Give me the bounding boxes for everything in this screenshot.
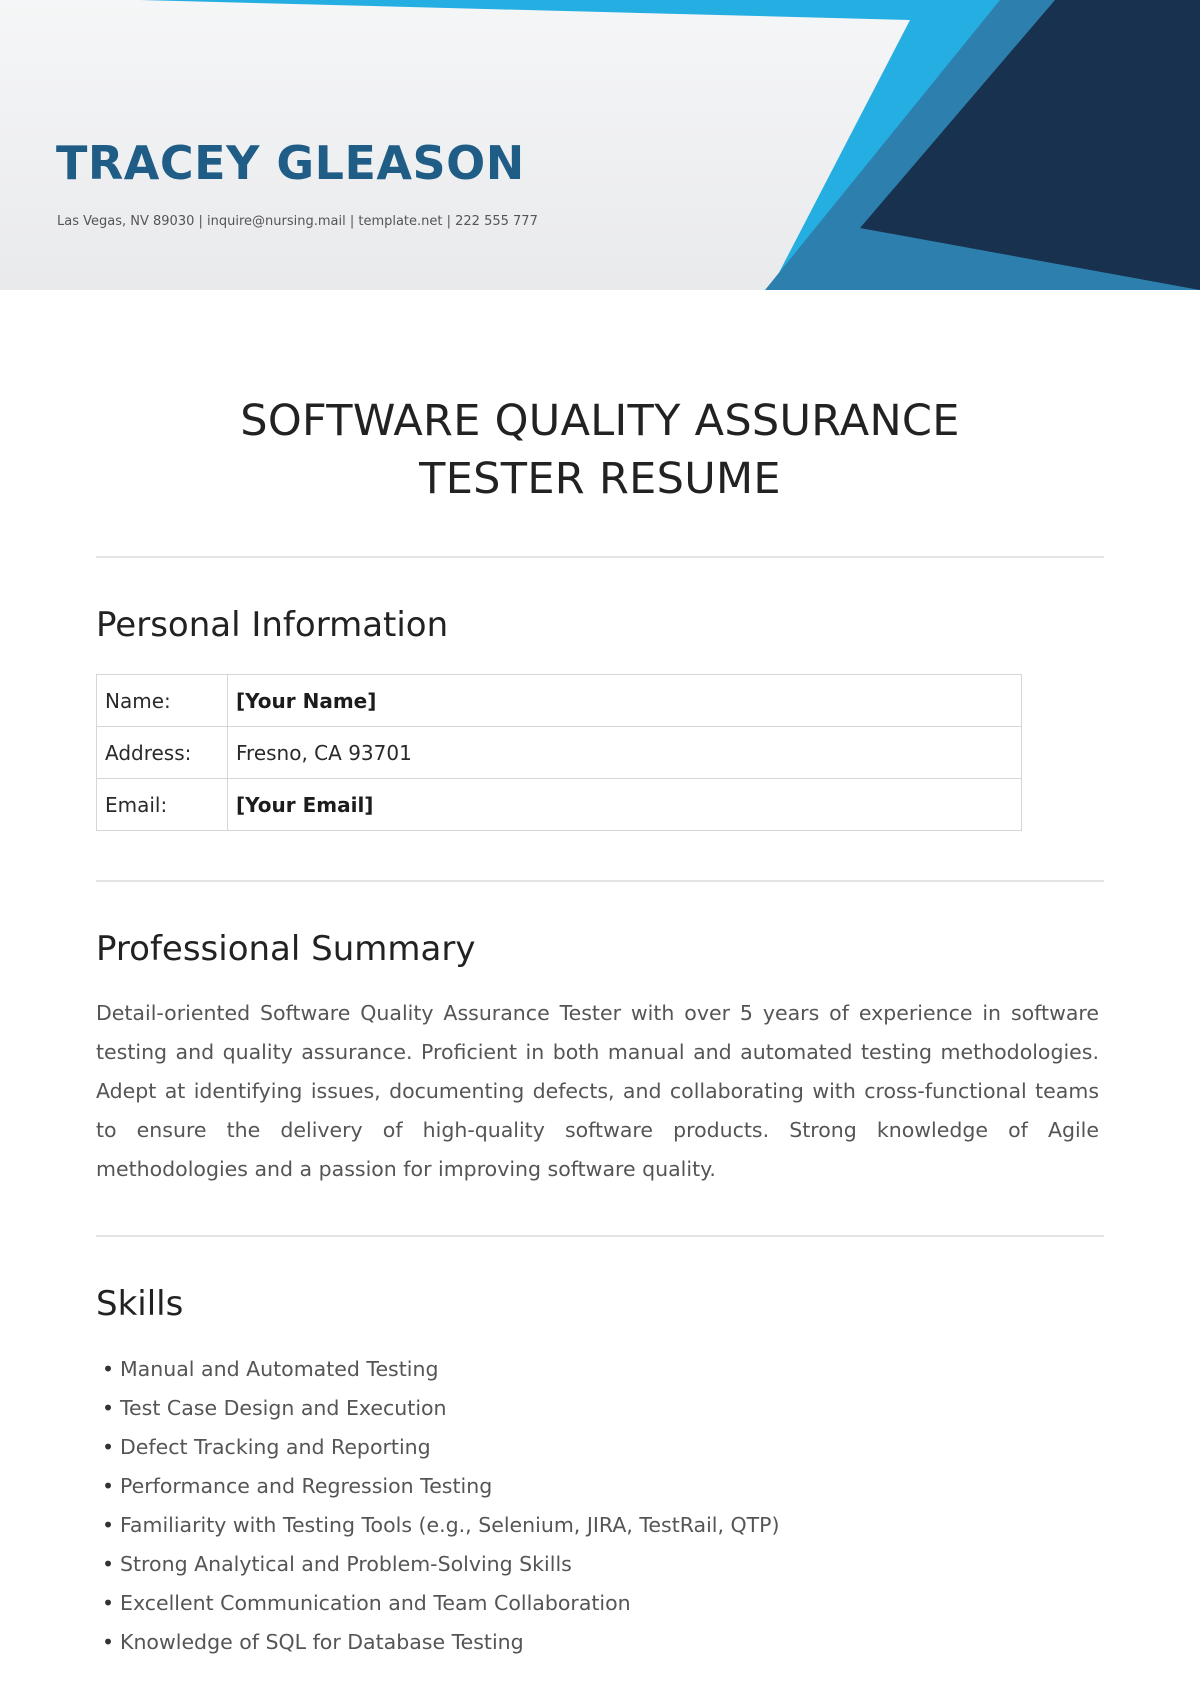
bullet-icon: •	[101, 1357, 115, 1381]
skill-text: Defect Tracking and Reporting	[120, 1435, 431, 1459]
skills-heading: Skills	[96, 1284, 184, 1324]
contact-line: Las Vegas, NV 89030 | inquire@nursing.mail | template.net | 222 555 777	[57, 214, 538, 229]
candidate-name: TRACEY GLEASON	[56, 136, 525, 190]
skills-list	[96, 1350, 780, 1662]
skill-text: Performance and Regression Testing	[120, 1474, 493, 1498]
list-item	[96, 1623, 780, 1662]
skill-text: Familiarity with Testing Tools (e.g., Selenium, JIRA, TestRail, QTP)	[120, 1513, 780, 1537]
personal-information-table	[96, 674, 1022, 831]
document-title-line-2: TESTER RESUME	[419, 454, 781, 504]
table-row	[97, 727, 1022, 779]
professional-summary-heading: Professional Summary	[96, 929, 476, 969]
bullet-icon: •	[101, 1552, 115, 1576]
list-item	[96, 1467, 780, 1506]
divider	[96, 1235, 1104, 1237]
skill-text: Manual and Automated Testing	[120, 1357, 439, 1381]
list-item	[96, 1584, 780, 1623]
list-item	[96, 1389, 780, 1428]
document-title	[0, 392, 1200, 508]
skill-text: Excellent Communication and Team Collaboration	[120, 1591, 631, 1615]
address-value: Fresno, CA 93701	[228, 727, 1022, 779]
bullet-icon: •	[101, 1474, 115, 1498]
list-item	[96, 1428, 780, 1467]
email-value: [Your Email]	[228, 779, 1022, 831]
divider	[96, 556, 1104, 558]
header-banner	[0, 0, 1200, 290]
bullet-icon: •	[101, 1591, 115, 1615]
document-title-line-1: SOFTWARE QUALITY ASSURANCE	[240, 396, 960, 446]
bullet-icon: •	[101, 1630, 115, 1654]
bullet-icon: •	[101, 1396, 115, 1420]
personal-information-heading: Personal Information	[96, 605, 449, 645]
skill-text: Knowledge of SQL for Database Testing	[120, 1630, 524, 1654]
divider	[96, 880, 1104, 882]
list-item	[96, 1350, 780, 1389]
skill-text: Test Case Design and Execution	[120, 1396, 447, 1420]
bullet-icon: •	[101, 1435, 115, 1459]
professional-summary-text: Detail-oriented Software Quality Assurance Tester with over 5 years of experience in software testing and quality assurance. Proficient in both manual and automated testing methodologies. Adept at identifying issues, documenting defects, and collaborating with cross-functional teams to ensure the delivery of high-quality software products. Strong knowledge of Agile methodologies and a passion for improving software quality.	[96, 1001, 1099, 1181]
name-label: Name:	[97, 675, 228, 727]
name-value: [Your Name]	[228, 675, 1022, 727]
table-row	[97, 779, 1022, 831]
list-item	[96, 1506, 780, 1545]
list-item	[96, 1545, 780, 1584]
bullet-icon: •	[101, 1513, 115, 1537]
table-row	[97, 675, 1022, 727]
skill-text: Strong Analytical and Problem-Solving Skills	[120, 1552, 572, 1576]
email-label: Email:	[97, 779, 228, 831]
address-label: Address:	[97, 727, 228, 779]
